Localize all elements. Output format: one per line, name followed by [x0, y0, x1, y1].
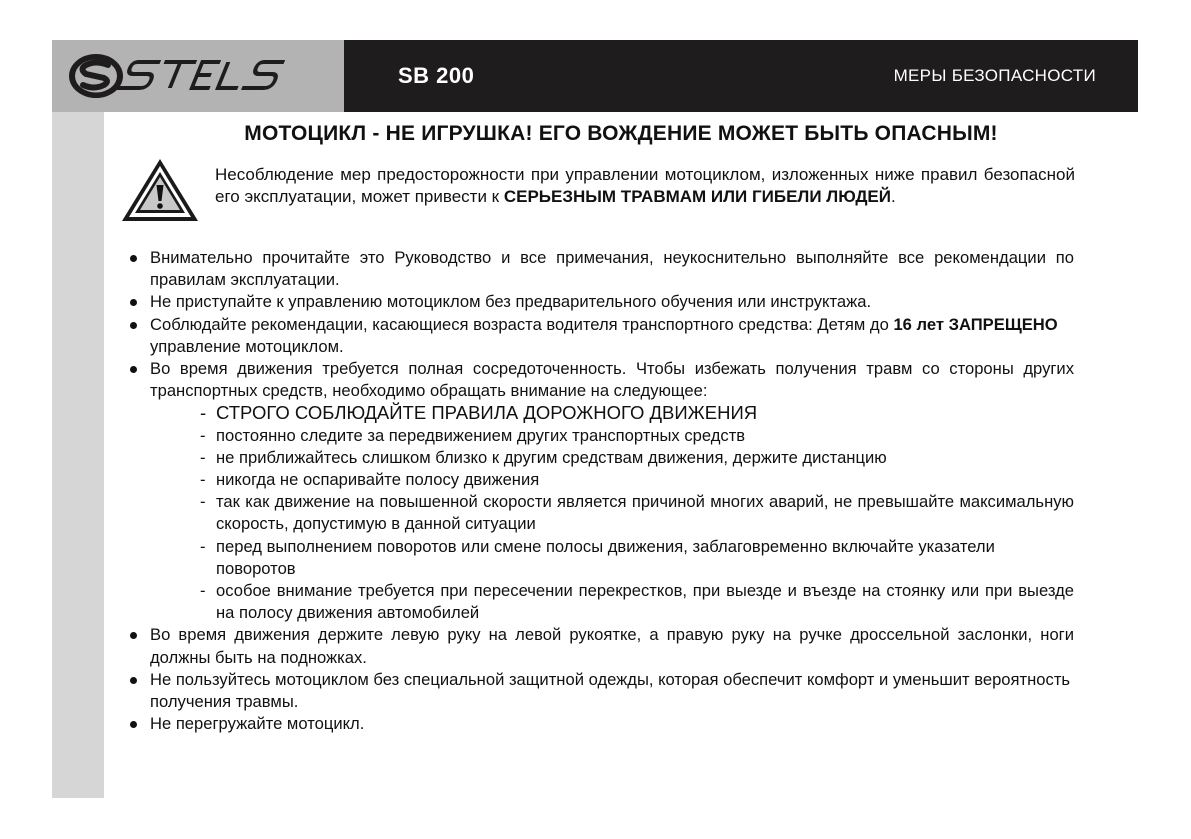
rule-item [126, 358, 1074, 624]
section-title: МЕРЫ БЕЗОПАСНОСТИ [893, 66, 1096, 85]
rule-text: Внимательно прочитайте это Руководство и все примечания, неукоснительно выполняйте все рекомендации по правилам эксплуатации. [150, 248, 1074, 290]
rule-subitem: - не приближайтесь слишком близко к другим средствам движения, держите дистанцию [200, 447, 1074, 469]
rule-subitem: - перед выполнением поворотов или смене полосы движения, заблаговременно включайте указатели поворотов [200, 536, 1074, 580]
warning-text [215, 164, 1075, 208]
warning-triangle-icon [120, 157, 200, 223]
rule-text: Не приступайте к управлению мотоциклом без предварительного обучения или инструктажа. [150, 292, 872, 312]
rule-subitem: - никогда не оспаривайте полосу движения [200, 469, 1074, 491]
stels-logo-mark [66, 48, 336, 104]
rule-item [126, 669, 1074, 713]
rule-item [126, 291, 1074, 313]
safety-rules-list [126, 247, 1074, 735]
rule-emphasis: 16 лет ЗАПРЕЩЕНО [893, 314, 1058, 334]
rule-subitem: - так как движение на повышенной скорости является причиной многих аварий, не превышайте максимальную скорость, допустимую в данной ситуации [200, 491, 1074, 535]
warning-body: Несоблюдение мер предосторожности при управлении мотоциклом, изложенных ниже правил безопасной его эксплуатации, может привести к [215, 165, 1075, 206]
rule-subitem: - особое внимание требуется при пересечении перекрестков, при выезде и въезде на стоянку или при выезде на полосу движения автомобилей [200, 580, 1074, 624]
rule-text: Не пользуйтесь мотоциклом без специальной защитной одежды, которая обеспечит комфорт и уменьшит вероятность получения травмы. [150, 669, 1071, 712]
page-title: МОТОЦИКЛ - НЕ ИГРУШКА! ЕГО ВОЖДЕНИЕ МОЖЕТ БЫТЬ ОПАСНЫМ! [244, 122, 998, 145]
rule-text: Во время движения требуется полная сосредоточенность. Чтобы избежать получения травм со стороны других транспортных средств, необходимо обращать внимание на следующее: [150, 359, 1074, 401]
rule-item [126, 314, 1074, 358]
side-bar [52, 112, 104, 798]
stels-logo-text: STELS [66, 48, 70, 49]
rule-text: Соблюдайте рекомендации, касающиеся возраста водителя транспортного средства: Детям до [150, 314, 894, 334]
model-name: SB 200 [398, 63, 475, 88]
rule-subitem: - СТРОГО СОБЛЮДАЙТЕ ПРАВИЛА ДОРОЖНОГО ДВИЖЕНИЯ [200, 402, 1074, 424]
page-header [52, 40, 1138, 112]
rule-item [126, 713, 1074, 735]
warning-emphasis: СЕРЬЕЗНЫМ ТРАВМАМ ИЛИ ГИБЕЛИ ЛЮДЕЙ [503, 187, 891, 206]
stels-logo [52, 40, 344, 112]
rule-text: Не перегружайте мотоцикл. [150, 714, 365, 734]
rule-item [126, 624, 1074, 668]
rule-subitem: - постоянно следите за передвижением других транспортных средств [200, 425, 1074, 447]
rule-item [126, 247, 1074, 291]
warning-end: . [891, 187, 896, 206]
rule-text: управление мотоциклом. [150, 336, 344, 356]
rule-subitems [150, 402, 1074, 624]
rule-text: Во время движения держите левую руку на левой рукоятке, а правую руку на ручке дроссельной заслонки, ноги должны быть на подножках. [150, 625, 1074, 667]
